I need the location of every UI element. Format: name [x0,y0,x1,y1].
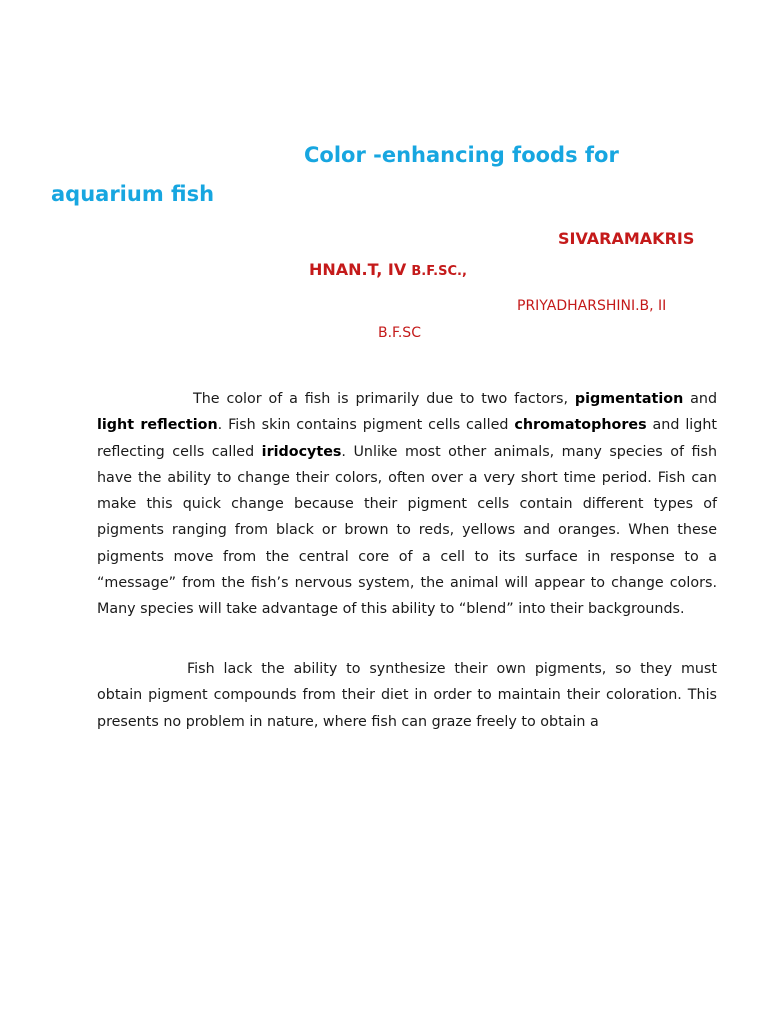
author-1-name-part-2: HNAN.T, IV [309,260,407,279]
term-chromatophores: chromatophores [514,417,647,434]
paragraph-1-text-3: . Fish skin contains pigment cells called [217,417,509,434]
term-iridocytes: iridocytes [261,443,342,460]
paragraph-1 [97,386,717,623]
paragraph-2-text: Fish lack the ability to synthesize their own pigments, so they must obtain pigment compounds from their diet in order to maintain their coloration. This presents no problem in nature, where fish can graze freely to obtain a [97,661,717,730]
title-line-1: Color -enhancing foods for [304,143,619,167]
author-1-name-part-1: SIVARAMAKRIS [558,229,695,248]
author-2-degree: B.F.SC [378,325,421,341]
paragraph-1-text-5: . Unlike most other animals, many species of fish have the ability to change their colors, often over a very short time period. Fish can make this quick change because their pigment cells contain different types of pigments ranging from black or brown to reds, yellows and oranges. When these pigments move from the central core of a cell to its surface in response to a “message” from the fish’s nervous system, the animal will appear to change colors. Many species will take advantage of this ability to “blend” into their backgrounds. [97,443,718,618]
title-line-2: aquarium fish [51,182,215,206]
paragraph-1-text-2: and [690,391,718,407]
author-1-degree: B.F.SC., [411,264,467,279]
author-1-line [309,260,467,279]
paragraph-1-text-4: and light reflecting cells called [97,417,718,460]
paragraph-1-text-1: The color of a fish is primarily due to two factors, [193,391,569,407]
paragraph-2 [97,656,717,735]
term-pigmentation: pigmentation [574,391,684,407]
term-light-reflection: light reflection [97,417,218,434]
author-2-name: PRIYADHARSHINI.B, II [517,298,667,314]
